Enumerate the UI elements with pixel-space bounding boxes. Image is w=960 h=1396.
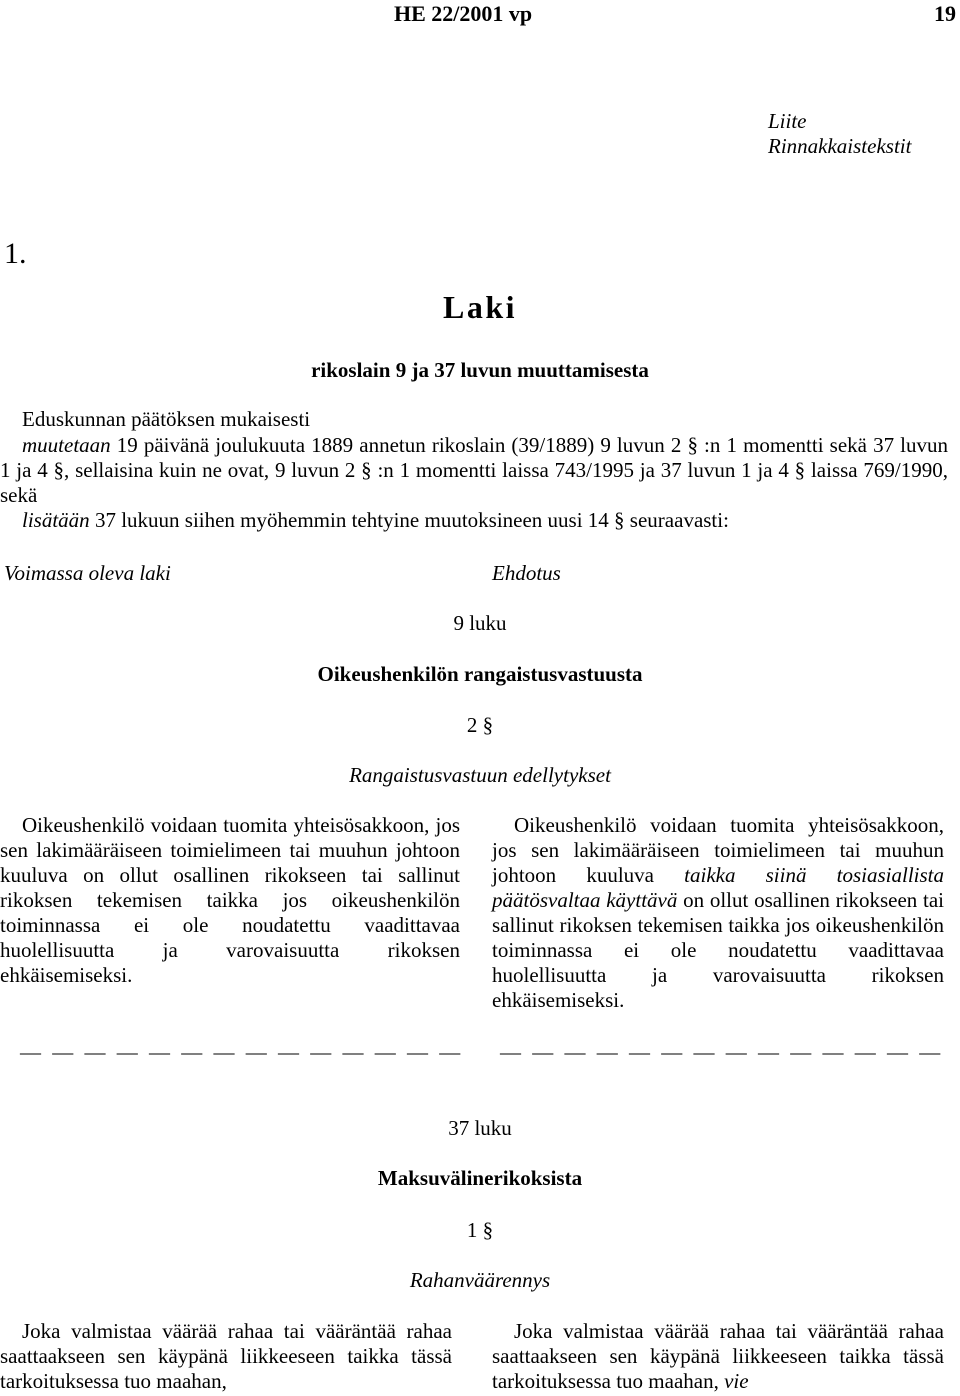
omission-dashes-left: — — — — — — — — — — — — — — (20, 1040, 464, 1064)
current-law-section-1-text: Joka valmistaa väärää rahaa tai vääräntää rahaa saattaakseen sen käypänä liikkeeseen taikka tässä tarkoituksessa tuo maahan, (0, 1319, 452, 1393)
intro-paragraphs (0, 433, 948, 533)
law-title: Laki (442, 289, 518, 325)
section-1-title: Rahanväärennys (409, 1268, 551, 1292)
section-2-title: Rangaistusvastuun edellytykset (349, 763, 611, 787)
law-subtitle: rikoslain 9 ja 37 luvun muuttamisesta (311, 358, 649, 382)
section-2-number: 2 § (466, 713, 494, 737)
chapter-9-number: 9 luku (453, 611, 507, 635)
add-paragraph (0, 508, 948, 533)
omission-dashes-right: — — — — — — — — — — — — — — (500, 1040, 944, 1064)
amend-paragraph (0, 433, 948, 508)
proposal-text-part-2: on ollut osallinen rikokseen tai sallinut rikoksen tekemisen taikka jos oikeushenkilön toiminnassa ei ole noudatettu vaadittavaa huolellisuutta ja varovaisuutta rikoksen ehkäisemiseksi. (492, 888, 944, 1012)
proposal-added-text: taikka siinä tosiasiallista päätösvaltaa käyttävä (492, 863, 944, 912)
chapter-37-title: Maksuvälinerikoksista (377, 1166, 583, 1190)
proposal-section-2 (492, 813, 944, 1013)
current-law-section-2 (0, 813, 460, 988)
current-law-section-1 (0, 1319, 452, 1394)
proposal-section-1-italic: vie (724, 1369, 749, 1393)
current-law-heading: Voimassa oleva laki (4, 561, 171, 585)
section-1-number: 1 § (466, 1218, 494, 1242)
appendix-subtitle: Rinnakkaistekstit (768, 134, 912, 158)
law-number: 1. (4, 237, 27, 270)
page-number: 19 (934, 1, 956, 26)
appendix-label: Liite (768, 109, 807, 133)
add-verb: lisätään (22, 508, 90, 532)
enactment-clause: Eduskunnan päätöksen mukaisesti (22, 407, 311, 431)
amend-verb: muutetaan (22, 433, 111, 457)
chapter-9-title: Oikeushenkilön rangaistusvastuusta (317, 662, 643, 686)
proposal-section-1 (492, 1319, 944, 1394)
add-text: 37 lukuun siihen myöhemmin tehtyine muutoksineen uusi 14 § seuraavasti: (89, 508, 729, 532)
current-law-section-2-text: Oikeushenkilö voidaan tuomita yhteisösakkoon, jos sen lakimääräiseen toimielimeen tai muuhun johtoon kuuluva on ollut osallinen rikokseen tai sallinut rikoksen tekemisen taikka jos oikeushenkilön toiminnassa ei ole noudatettu vaadittavaa huolellisuutta ja varovaisuutta rikoksen ehkäisemiseksi. (0, 813, 460, 987)
proposal-section-2-text (492, 813, 944, 1013)
proposal-text-part-1: Oikeushenkilö voidaan tuomita yhteisösakkoon, jos sen lakimääräiseen toimielimeen tai muuhun johtoon kuuluva (492, 813, 944, 887)
proposal-section-1-main: Joka valmistaa väärää rahaa tai vääräntää rahaa saattaakseen sen käypänä liikkeeseen taikka tässä tarkoituksessa tuo maahan, (492, 1319, 944, 1393)
amend-text: 19 päivänä joulukuuta 1889 annetun rikoslain (39/1889) 9 luvun 2 § :n 1 momentti sekä 37 luvun 1 ja 4 §, sellaisina kuin ne ovat, 9 luvun 2 § :n 1 momentti laissa 743/1995 ja 37 luvun 1 ja 4 § laissa 769/1990, sekä (0, 433, 948, 507)
appendix-heading (768, 109, 911, 159)
proposal-section-1-text (492, 1319, 944, 1394)
document-reference: HE 22/2001 vp (394, 1, 533, 26)
proposal-heading: Ehdotus (492, 561, 561, 585)
chapter-37-number: 37 luku (448, 1116, 512, 1140)
